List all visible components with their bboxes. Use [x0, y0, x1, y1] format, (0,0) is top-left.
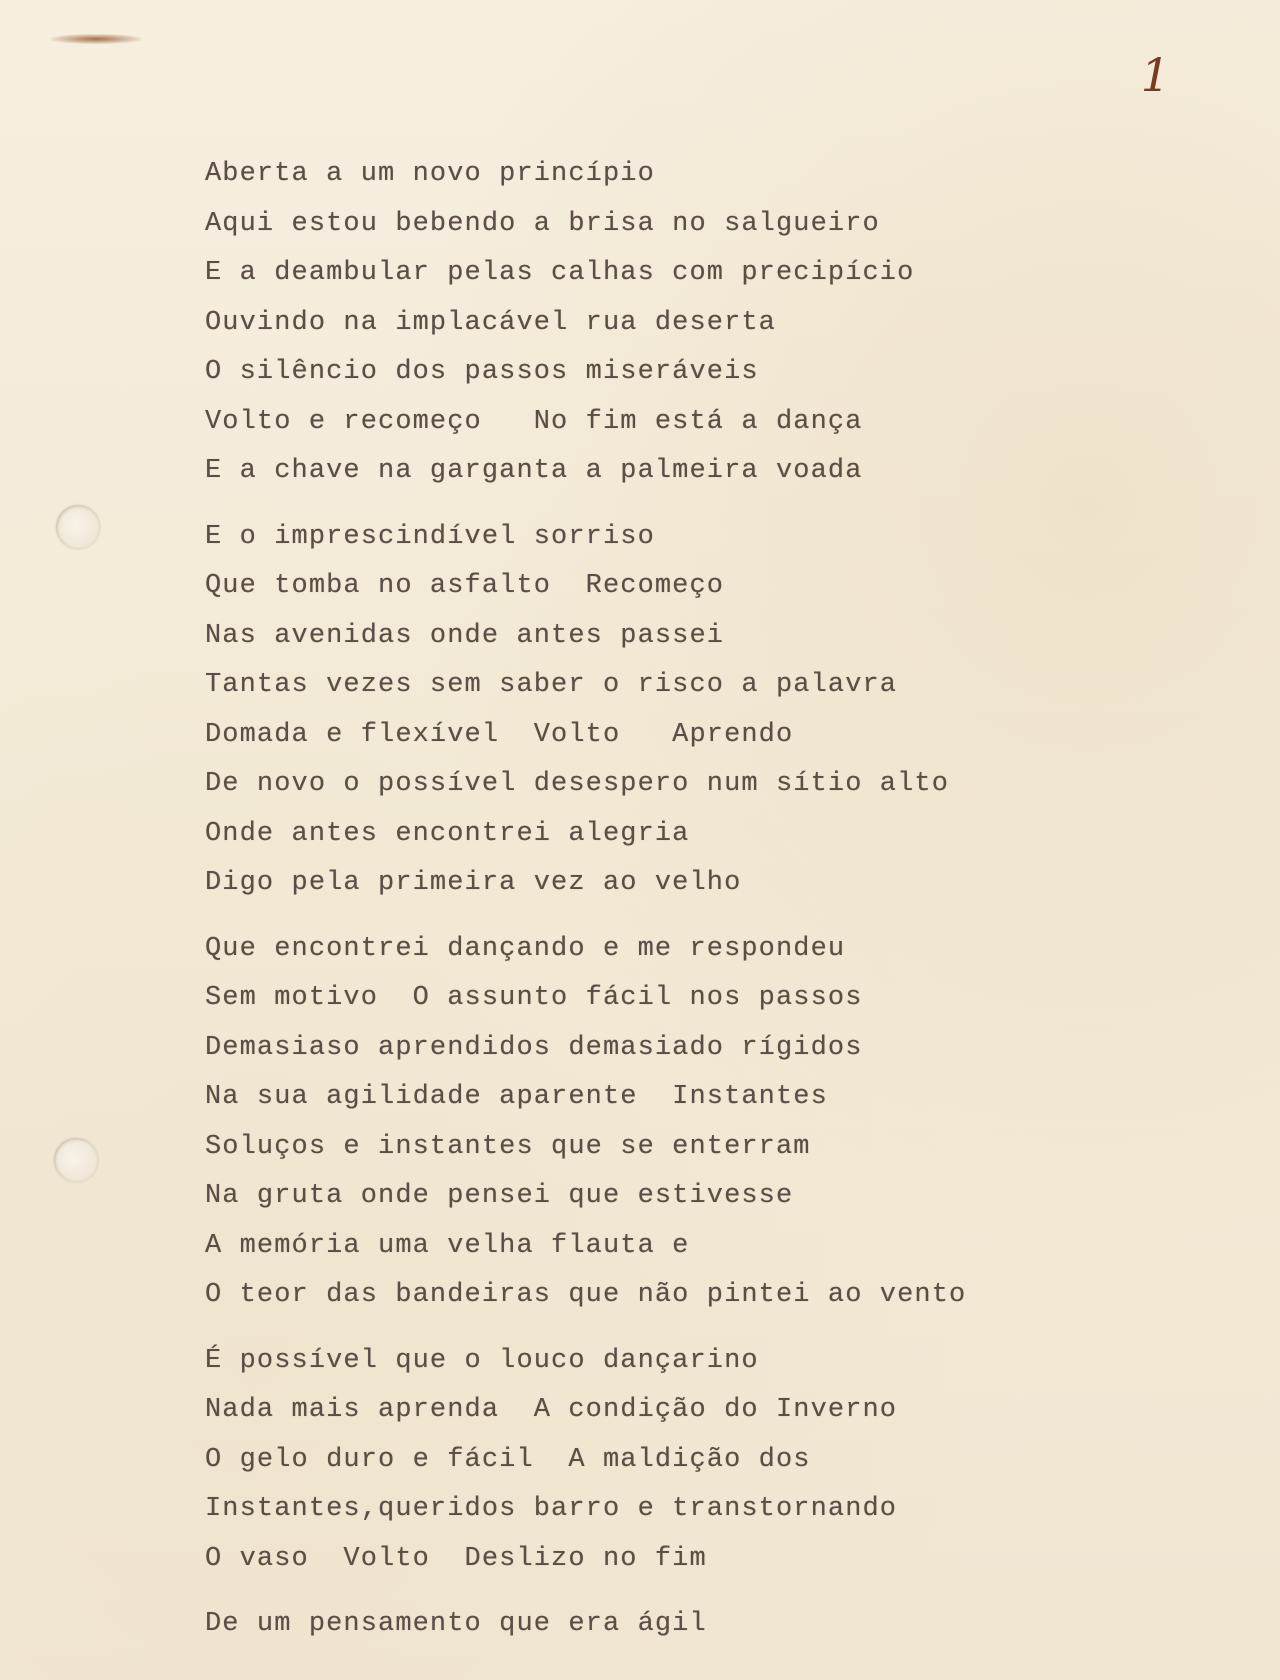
- poem-line: Na gruta onde pensei que estivesse: [205, 1181, 794, 1211]
- poem-line: Demasiaso aprendidos demasiado rígidos: [205, 1032, 863, 1063]
- poem-line: De um pensamento que era ágil: [205, 1609, 707, 1639]
- poem-line: Tantas vezes sem saber o risco a palavra: [205, 670, 898, 700]
- poem-line: Domada e flexível Volto Aprendo: [205, 719, 794, 750]
- poem-line: Que encontrei dançando e me respondeu: [205, 933, 846, 964]
- poem-line: O teor das bandeiras que não pintei ao vento: [205, 1280, 967, 1310]
- poem-line: A memória uma velha flauta e: [205, 1230, 690, 1261]
- punch-hole-bottom: [54, 1138, 98, 1182]
- ink-smudge: [50, 34, 142, 44]
- poem-line: E o imprescindível sorriso: [205, 521, 655, 552]
- poem-line: Aberta a um novo princípio: [205, 159, 655, 189]
- poem-line: Digo pela primeira vez ao velho: [205, 868, 742, 898]
- punch-hole-top: [56, 505, 100, 549]
- poem-line: O silêncio dos passos miseráveis: [205, 357, 759, 387]
- poem-line: Onde antes encontrei alegria: [205, 818, 690, 849]
- poem-line: Nas avenidas onde antes passei: [205, 620, 725, 651]
- poem-line: O vaso Volto Deslizo no fim: [205, 1543, 707, 1574]
- poem-line: Que tomba no asfalto Recomeço: [205, 571, 725, 601]
- poem-line: Soluços e instantes que se enterram: [205, 1131, 811, 1162]
- poem-line: Volto e recomeço No fim está a dança: [205, 406, 863, 437]
- poem-line: Aqui estou bebendo a brisa no salgueiro: [205, 208, 880, 239]
- poem-line: Instantes,queridos barro e transtornando: [205, 1494, 898, 1524]
- poem-line: Sem motivo O assunto fácil nos passos: [205, 983, 863, 1013]
- poem-line: E a deambular pelas calhas com precipício: [205, 258, 915, 288]
- poem-line: Nada mais aprenda A condição do Inverno: [205, 1395, 898, 1425]
- poem-line: O gelo duro e fácil A maldição dos: [205, 1444, 811, 1475]
- poem-line: Na sua agilidade aparente Instantes: [205, 1082, 828, 1112]
- poem-line: Ouvindo na implacável rua deserta: [205, 307, 776, 338]
- poem-line: E a chave na garganta a palmeira voada: [205, 456, 863, 486]
- poem-body: [205, 150, 1245, 1650]
- poem-line: De novo o possível desespero num sítio alto: [205, 769, 950, 799]
- page-number: 1: [1140, 48, 1170, 102]
- poem-line: É possível que o louco dançarino: [205, 1345, 759, 1376]
